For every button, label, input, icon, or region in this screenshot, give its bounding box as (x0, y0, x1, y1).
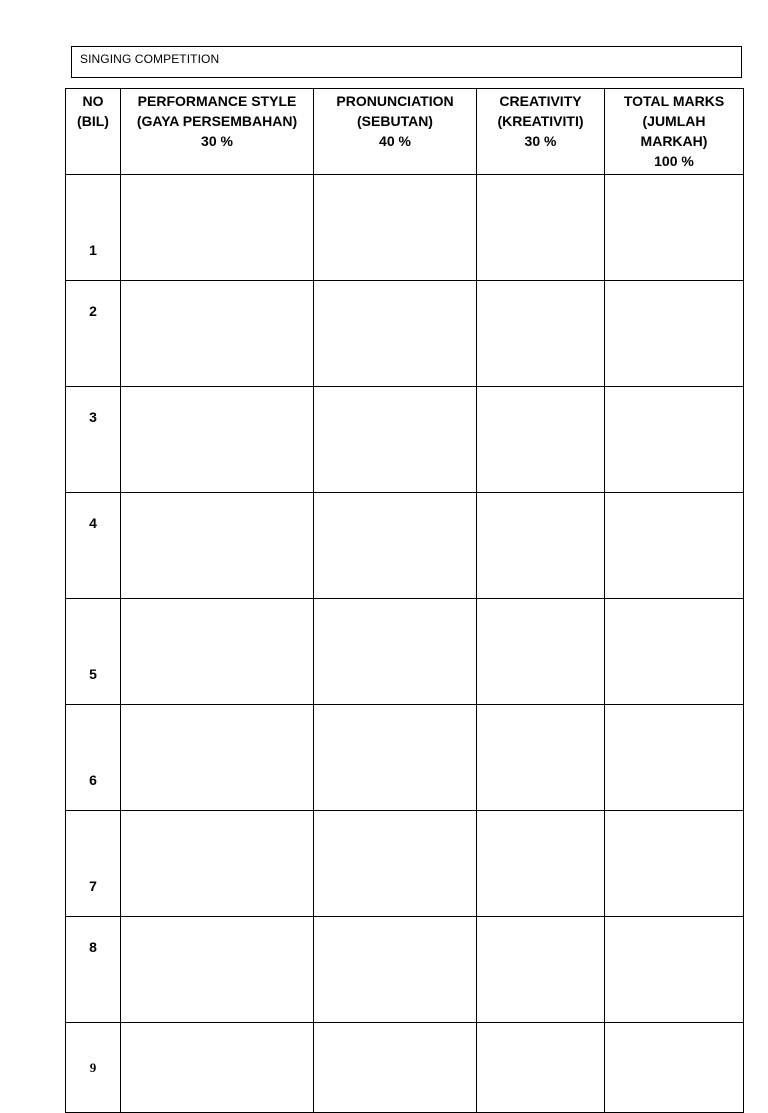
header-pronunciation (314, 89, 477, 175)
table-row (66, 493, 744, 599)
creativity-cell (477, 917, 605, 1023)
header-line: (GAYA PERSEMBAHAN) (136, 113, 298, 129)
header-line: 30 % (201, 133, 233, 149)
table-row (66, 811, 744, 917)
creativity-cell (477, 281, 605, 387)
creativity-cell (477, 387, 605, 493)
table-row (66, 281, 744, 387)
score-table (65, 88, 744, 1113)
performance-style-cell (121, 493, 314, 599)
header-performance-style (121, 89, 314, 175)
creativity-cell (477, 175, 605, 281)
performance-style-cell (121, 175, 314, 281)
header-line: MARKAH) (640, 133, 708, 149)
row-number: 4 (66, 493, 121, 599)
row-number: 6 (66, 705, 121, 811)
total-marks-cell (605, 387, 744, 493)
total-marks-cell (605, 175, 744, 281)
total-marks-cell (605, 811, 744, 917)
row-number: 2 (66, 281, 121, 387)
creativity-cell (477, 493, 605, 599)
header-row (66, 89, 744, 175)
header-line: NO (82, 93, 104, 109)
pronunciation-cell (314, 599, 477, 705)
header-line: 40 % (379, 133, 411, 149)
total-marks-cell (605, 1023, 744, 1113)
row-number: 9 (66, 1023, 121, 1113)
header-no (66, 89, 121, 175)
creativity-cell (477, 1023, 605, 1113)
total-marks-cell (605, 281, 744, 387)
pronunciation-cell (314, 387, 477, 493)
row-number: 5 (66, 599, 121, 705)
row-number: 1 (66, 175, 121, 281)
total-marks-cell (605, 599, 744, 705)
pronunciation-cell (314, 493, 477, 599)
total-marks-cell (605, 493, 744, 599)
row-number: 7 (66, 811, 121, 917)
pronunciation-cell (314, 175, 477, 281)
row-number: 8 (66, 917, 121, 1023)
pronunciation-cell (314, 1023, 477, 1113)
header-line: PRONUNCIATION (336, 93, 454, 109)
header-line: 30 % (524, 133, 557, 149)
total-marks-cell (605, 917, 744, 1023)
creativity-cell (477, 599, 605, 705)
header-line: (BIL) (77, 113, 109, 129)
table-row (66, 705, 744, 811)
performance-style-cell (121, 705, 314, 811)
pronunciation-cell (314, 281, 477, 387)
table-row (66, 387, 744, 493)
performance-style-cell (121, 281, 314, 387)
pronunciation-cell (314, 811, 477, 917)
header-line: PERFORMANCE STYLE (137, 93, 297, 109)
performance-style-cell (121, 917, 314, 1023)
pronunciation-cell (314, 917, 477, 1023)
creativity-cell (477, 811, 605, 917)
row-number: 3 (66, 387, 121, 493)
header-total-marks (605, 89, 744, 175)
performance-style-cell (121, 811, 314, 917)
table-row (66, 1023, 744, 1113)
header-line: (JUMLAH (642, 113, 706, 129)
title-box (71, 46, 742, 78)
header-line: (SEBUTAN) (357, 113, 433, 129)
document-title: SINGING COMPETITION (80, 52, 220, 66)
performance-style-cell (121, 1023, 314, 1113)
pronunciation-cell (314, 705, 477, 811)
total-marks-cell (605, 705, 744, 811)
header-line: TOTAL MARKS (623, 93, 725, 109)
performance-style-cell (121, 387, 314, 493)
creativity-cell (477, 705, 605, 811)
performance-style-cell (121, 599, 314, 705)
header-creativity (477, 89, 605, 175)
header-line: (KREATIVITI) (497, 113, 584, 129)
table-row (66, 599, 744, 705)
header-line: 100 % (654, 153, 694, 169)
table-row (66, 175, 744, 281)
table-row (66, 917, 744, 1023)
header-line: CREATIVITY (499, 93, 582, 109)
